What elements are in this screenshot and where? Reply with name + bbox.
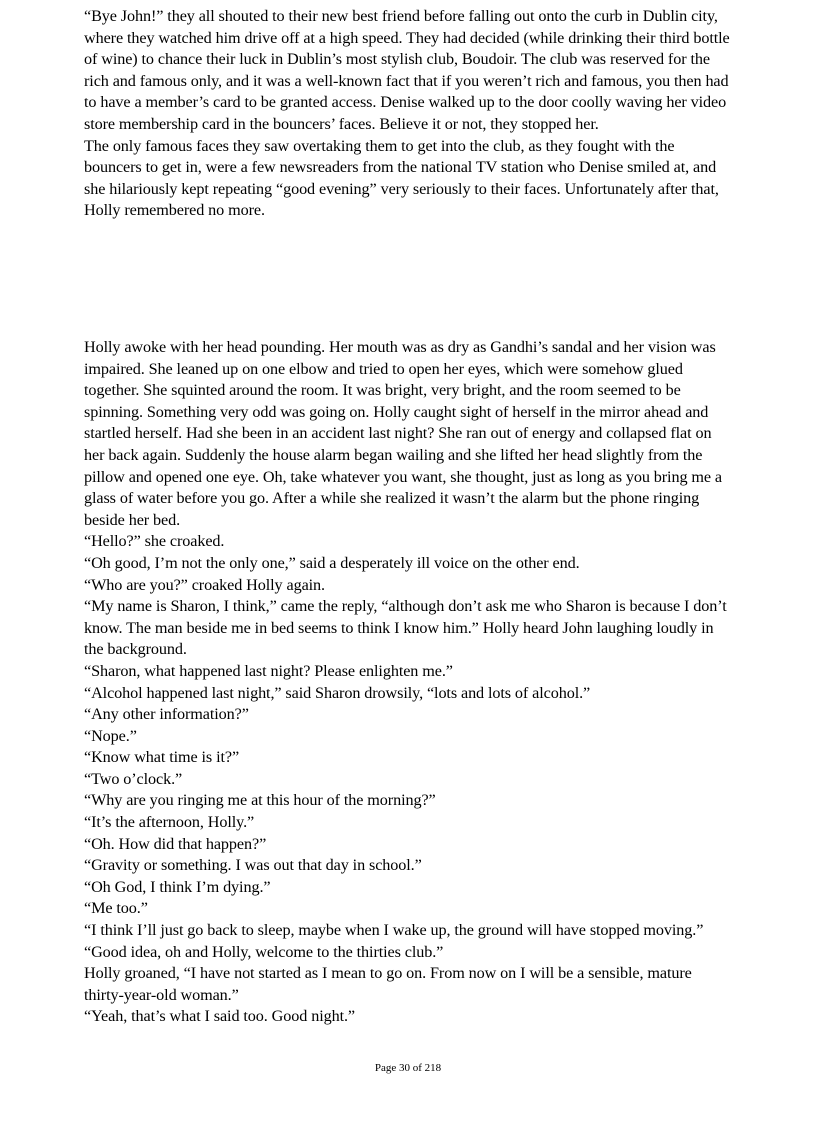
dialogue-line: “Two o’clock.” [84,769,183,788]
dialogue-line: “Me too.” [84,899,148,918]
page-number-footer: Page 30 of 218 [374,1062,442,1074]
dialogue-line: “Oh. How did that happen?” [84,834,267,853]
dialogue-line: “Hello?” she croaked. [84,532,225,551]
dialogue-line: “Know what time is it?” [84,748,240,767]
text-section-1 [84,6,734,222]
dialogue-line: Holly groaned, “I have not started as I mean to go on. From now on I will be a sensible, mature thirty-year-old woman.” [84,964,692,1004]
dialogue-line: “Oh good, I’m not the only one,” said a desperately ill voice on the other end. [84,553,580,572]
paragraph: Holly awoke with her head pounding. Her mouth was as dry as Gandhi’s sandal and her vision was impaired. She leaned up on one elbow and tried to open her eyes, which were somehow glued together. She squinted around the room. It was bright, very bright, and the room seemed to be spinning. Something very odd was going on. Holly caught sight of herself in the mirror ahead and startled herself. Had she been in an accident last night? She ran out of energy and collapsed flat on her back again. Suddenly the house alarm began wailing and she lifted her head slightly from the pillow and opened one eye. Oh, take whatever you want, she thought, just as long as you bring me a glass of water before you go. After a while she realized it wasn’t the alarm but the phone ringing beside her bed. [84,338,723,529]
dialogue-line: “Yeah, that’s what I said too. Good night.” [84,1007,356,1026]
dialogue-line: “My name is Sharon, I think,” came the reply, “although don’t ask me who Sharon is because I don’t know. The man beside me in bed seems to think I know him.” Holly heard John laughing loudly in the background. [84,597,727,659]
dialogue-line: “Nope.” [84,726,137,745]
dialogue-line: “Who are you?” croaked Holly again. [84,575,325,594]
dialogue-line: “Alcohol happened last night,” said Sharon drowsily, “lots and lots of alcohol.” [84,683,591,702]
dialogue-line: “I think I’ll just go back to sleep, maybe when I wake up, the ground will have stopped moving.” [84,921,704,940]
dialogue-line: “Why are you ringing me at this hour of the morning?” [84,791,436,810]
dialogue-line: “Good idea, oh and Holly, welcome to the thirties club.” [84,942,444,961]
dialogue-line: “Any other information?” [84,705,249,724]
dialogue-line: “Sharon, what happened last night? Please enlighten me.” [84,661,453,680]
paragraph: The only famous faces they saw overtaking them to get into the club, as they fought with the bouncers to get in, were a few newsreaders from the national TV station who Denise smiled at, and she hilariously kept repeating “good evening” very seriously to their faces. Unfortunately after that, Holly remembered no more. [84,136,719,220]
dialogue-line: “Gravity or something. I was out that day in school.” [84,856,422,875]
text-section-2 [84,337,734,1028]
dialogue-line: “Oh God, I think I’m dying.” [84,877,271,896]
paragraph: “Bye John!” they all shouted to their new best friend before falling out onto the curb in Dublin city, where they watched him drive off at a high speed. They had decided (while drinking their third bottle of wine) to chance their luck in Dublin’s most stylish club, Boudoir. The club was reserved for the rich and famous only, and it was a well-known fact that if you weren’t rich and famous, you then had to have a member’s card to be granted access. Denise walked up to the door coolly waving her video store membership card in the bouncers’ faces. Believe it or not, they stopped her. [84,7,730,133]
dialogue-line: “It’s the afternoon, Holly.” [84,813,255,832]
